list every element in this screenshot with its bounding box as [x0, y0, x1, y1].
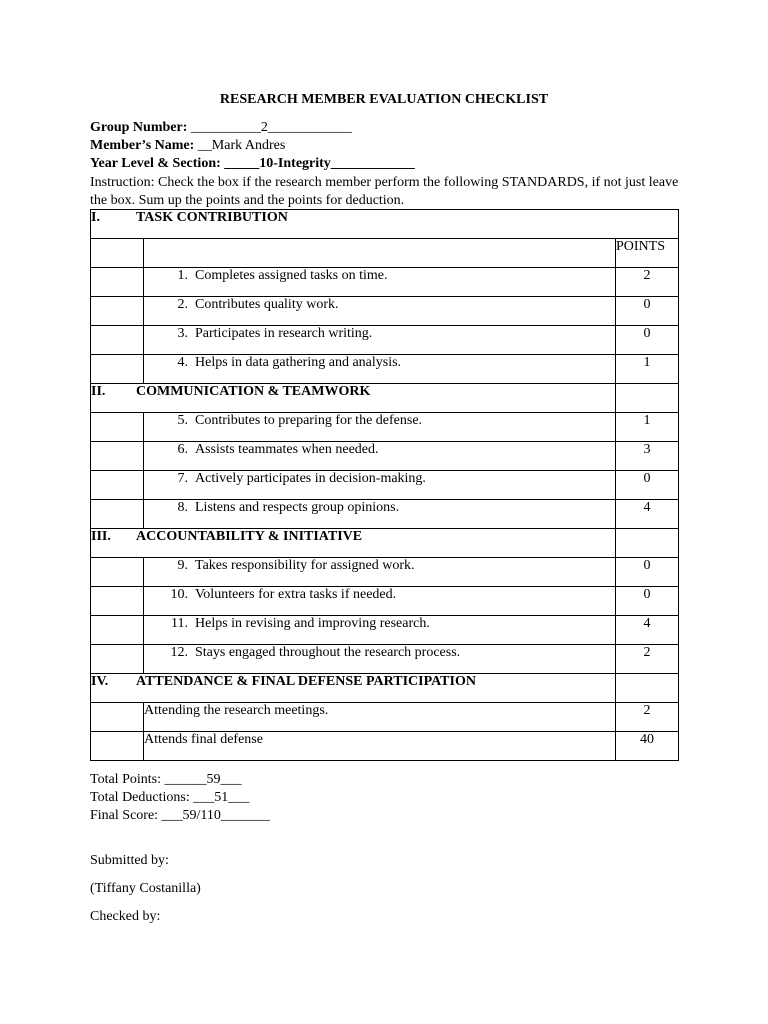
- section-cell: [91, 384, 616, 413]
- checkbox-cell[interactable]: [91, 268, 144, 297]
- checkbox-cell[interactable]: [91, 326, 144, 355]
- item-text: Contributes to preparing for the defense.: [195, 413, 423, 428]
- table-row: [91, 297, 679, 326]
- empty-cell: [616, 674, 679, 703]
- item-points: 0: [616, 326, 679, 355]
- points-header-row: [91, 239, 679, 268]
- item-cell: [144, 616, 616, 645]
- year-section-line: [90, 156, 415, 172]
- table-row: [91, 442, 679, 471]
- item-cell: [144, 355, 616, 384]
- section-number: III.: [91, 529, 111, 544]
- table-row: [91, 471, 679, 500]
- item-points: 4: [616, 500, 679, 529]
- checkbox-cell[interactable]: [91, 297, 144, 326]
- item-text: Takes responsibility for assigned work.: [195, 558, 415, 573]
- item-text: Stays engaged throughout the research process.: [195, 645, 461, 660]
- checkbox-cell[interactable]: [91, 616, 144, 645]
- item-points: 3: [616, 442, 679, 471]
- evaluation-table: [90, 209, 679, 761]
- item-points: 4: [616, 616, 679, 645]
- item-cell: [144, 297, 616, 326]
- table-row: [91, 703, 679, 732]
- item-points: 2: [616, 645, 679, 674]
- item-cell: [144, 413, 616, 442]
- section-number: IV.: [91, 674, 109, 689]
- item-points: 0: [616, 297, 679, 326]
- group-number-value: __________2____________: [187, 120, 352, 135]
- item-text: Participates in research writing.: [195, 326, 373, 341]
- table-row: [91, 268, 679, 297]
- attendance-item: Attends final defense: [144, 732, 616, 761]
- submitted-by-label: Submitted by:: [90, 853, 169, 868]
- section-number: I.: [91, 210, 100, 225]
- section-title: COMMUNICATION & TEAMWORK: [136, 384, 371, 399]
- submitter-name: (Tiffany Costanilla): [90, 881, 201, 896]
- checkbox-cell[interactable]: [91, 732, 144, 761]
- item-cell: [144, 558, 616, 587]
- item-points: 1: [616, 355, 679, 384]
- item-cell: [144, 326, 616, 355]
- total-deductions: Total Deductions: ___51___: [90, 790, 250, 805]
- item-number: 3.: [177, 326, 188, 341]
- empty-cell: [91, 239, 144, 268]
- item-number: 2.: [177, 297, 188, 312]
- member-name-value: __Mark Andres: [194, 138, 286, 153]
- item-text: Helps in revising and improving research.: [195, 616, 430, 631]
- section-row: [91, 210, 679, 239]
- item-cell: [144, 500, 616, 529]
- item-text: Listens and respects group opinions.: [195, 500, 400, 515]
- totals-block: [90, 771, 270, 825]
- section-cell: [91, 674, 616, 703]
- section-cell: [91, 210, 679, 239]
- section-row: [91, 674, 679, 703]
- item-points: 0: [616, 587, 679, 616]
- table-row: [91, 587, 679, 616]
- empty-cell: [144, 239, 616, 268]
- checkbox-cell[interactable]: [91, 413, 144, 442]
- table-row: [91, 558, 679, 587]
- item-text: Actively participates in decision-making.: [195, 471, 426, 486]
- item-points: 2: [616, 703, 679, 732]
- total-points: Total Points: ______59___: [90, 772, 242, 787]
- table-row: [91, 500, 679, 529]
- item-number: 7.: [177, 471, 188, 486]
- instruction-text: Instruction: Check the box if the research member perform the following STANDARDS, if not just leave the box. Sum up the points and the points for deduction.: [90, 175, 679, 208]
- item-points: 40: [616, 732, 679, 761]
- attendance-item: Attending the research meetings.: [144, 703, 616, 732]
- item-number: 6.: [177, 442, 188, 457]
- section-row: [91, 529, 679, 558]
- points-header: POINTS: [616, 239, 679, 268]
- checkbox-cell[interactable]: [91, 355, 144, 384]
- item-text: Assists teammates when needed.: [195, 442, 379, 457]
- group-number-line: [90, 120, 352, 136]
- section-title: ATTENDANCE & FINAL DEFENSE PARTICIPATION: [136, 674, 476, 689]
- year-section-label: Year Level & Section:: [90, 156, 221, 171]
- checkbox-cell[interactable]: [91, 442, 144, 471]
- item-text: Contributes quality work.: [195, 297, 339, 312]
- item-number: 11.: [171, 616, 188, 631]
- table-row: [91, 326, 679, 355]
- checkbox-cell[interactable]: [91, 645, 144, 674]
- section-title: TASK CONTRIBUTION: [136, 210, 288, 225]
- table-row: [91, 645, 679, 674]
- item-cell: [144, 442, 616, 471]
- year-section-value: _____10-Integrity____________: [220, 156, 415, 171]
- item-text: Helps in data gathering and analysis.: [195, 355, 402, 370]
- final-score: Final Score: ___59/110_______: [90, 808, 270, 823]
- group-number-label: Group Number:: [90, 120, 188, 135]
- section-title: ACCOUNTABILITY & INITIATIVE: [136, 529, 363, 544]
- item-number: 9.: [177, 558, 188, 573]
- item-cell: [144, 587, 616, 616]
- empty-cell: [616, 384, 679, 413]
- item-number: 1.: [177, 268, 188, 283]
- checkbox-cell[interactable]: [91, 703, 144, 732]
- section-cell: [91, 529, 616, 558]
- item-cell: [144, 471, 616, 500]
- item-points: 1: [616, 413, 679, 442]
- table-row: [91, 413, 679, 442]
- checkbox-cell[interactable]: [91, 471, 144, 500]
- item-number: 10.: [170, 587, 188, 602]
- checkbox-cell[interactable]: [91, 587, 144, 616]
- section-row: [91, 384, 679, 413]
- item-text: Volunteers for extra tasks if needed.: [195, 587, 397, 602]
- item-text: Completes assigned tasks on time.: [195, 268, 388, 283]
- item-number: 4.: [177, 355, 188, 370]
- item-cell: [144, 645, 616, 674]
- item-points: 0: [616, 471, 679, 500]
- item-points: 2: [616, 268, 679, 297]
- empty-cell: [616, 529, 679, 558]
- item-number: 12.: [170, 645, 188, 660]
- section-number: II.: [91, 384, 106, 399]
- item-number: 8.: [177, 500, 188, 515]
- table-row: [91, 355, 679, 384]
- member-name-label: Member’s Name:: [90, 138, 195, 153]
- item-cell: [144, 268, 616, 297]
- item-number: 5.: [177, 413, 188, 428]
- document-title: RESEARCH MEMBER EVALUATION CHECKLIST: [219, 92, 549, 107]
- member-name-line: [90, 138, 285, 154]
- table-row: [91, 732, 679, 761]
- item-points: 0: [616, 558, 679, 587]
- checked-by-label: Checked by:: [90, 909, 161, 924]
- checkbox-cell[interactable]: [91, 500, 144, 529]
- table-row: [91, 616, 679, 645]
- checkbox-cell[interactable]: [91, 558, 144, 587]
